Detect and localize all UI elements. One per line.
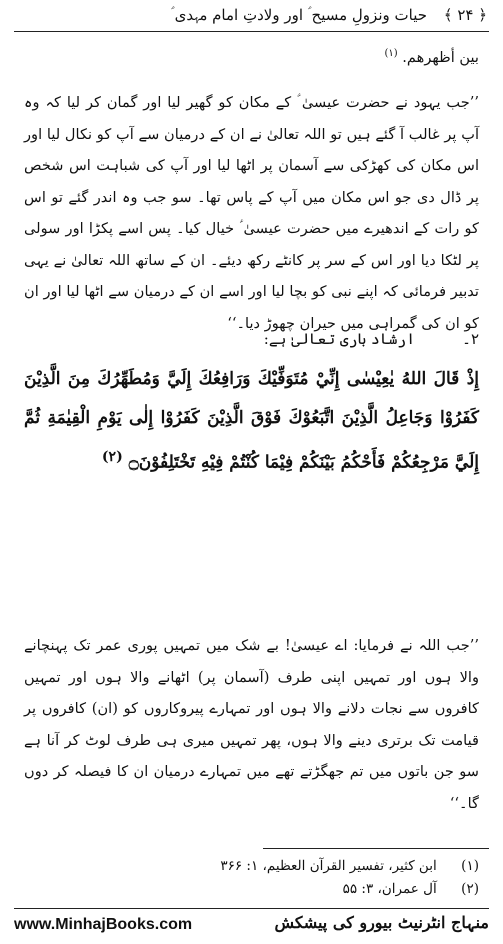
running-header: [14, 4, 489, 30]
footnote-rule: [263, 848, 489, 849]
footnote-1-number: (۱): [461, 858, 479, 874]
quote-paragraph-1: ’’جب یہود نے حضرت عیسیٰ ؑ کے مکان کو گھیر لیا اور گمان کر لیا کہ وہ آپ پر غالب آ گئے ہیں تو اللہ تعالیٰ نے ان کے درمیان سے آپ کو نکال لیا اور اس مکان کی کھڑکی سے آسمان پر اٹھا لیا اور آپ کی شباہت اس شخص پر ڈال دی جو اس مکان میں آپ کے پاس تھا۔ سو جب وہ اندر گئے تو اس کو رات کے اندھیرے میں حضرت عیسیٰ ؑ خیال کیا۔ پس اسے پکڑا اور سولی پر لٹکا دیا اور اس کے سر پر کانٹے رکھ دیئے۔ ان کے ساتھ اللہ تعالیٰ نے یہی تدبیر فرمائی کہ اپنے نبی کو بچا لیا اور اسے ان کے درمیان سے اٹھا لیا اور ان کو ان کی گمراہی میں حیران چھوڑ دیا۔‘‘: [24, 94, 479, 332]
list-item-number: ۲۔: [462, 330, 479, 348]
footnote-2-number: (۲): [461, 881, 479, 897]
page-number: ﴿ ۲۴ ﴾: [443, 6, 487, 24]
footnote-2-text: آل عمران، ۳: ۵۵: [342, 881, 437, 897]
translation-paragraph: ’’جب اللہ نے فرمایا: اے عیسیٰ! بے شک میں تمہیں پوری عمر تک پہنچانے والا ہوں اور تمہیں اپنی طرف (آسمان پر) اٹھانے والا ہوں اور تمہیں کافروں سے نجات دلانے والا ہوں اور تمہارے پیروکاروں کو (ان) کافروں پر قیامت تک برتری دینے والا ہوں، پھر تمہیں میری ہی طرف لوٹ کر آنا ہے سو جن باتوں میں تم جھگڑتے تھے میں تمہارے درمیان ان کا فیصلہ کر دوں گا۔‘‘: [24, 637, 479, 812]
footnote-2: [24, 879, 479, 899]
footnote-marker-2: (۲): [101, 449, 123, 465]
intro-line: [24, 38, 479, 73]
list-item-text: ارشاد باری تعالیٰ ہے:: [263, 330, 415, 348]
footnote-marker-1: (۱): [384, 48, 398, 59]
footnote-1-text: ابن کثیر، تفسیر القرآن العظیم، ۱: ۳۶۶: [220, 858, 437, 874]
quran-verse: [24, 360, 479, 483]
verse-text: إِذْ قَالَ اللهُ يٰعِيْسٰى إِنِّيْ مُتَوَفِّيْكَ وَرَافِعُكَ إِلَيَّ وَمُطَهِّرُكَ مِنَ الَّذِيْنَ كَفَرُوْا وَجَاعِلُ الَّذِيْنَ اتَّبَعُوْكَ فَوْقَ الَّذِيْنَ كَفَرُوْا إِلٰى يَوْمِ الْقِيٰمَةِ ثُمَّ إِلَيَّ مَرْجِعُكُمْ فَأَحْكُمُ بَيْنَكُمْ فِيْمَا كُنْتُمْ فِيْهِ تَخْتَلِفُوْنَ۝: [24, 369, 479, 473]
intro-arabic: بين أظهرهم.: [402, 48, 479, 66]
footnote-1: [24, 856, 479, 876]
footer-website-link[interactable]: www.MinhajBooks.com: [14, 916, 193, 933]
running-title: حیات ونزولِ مسیح ؑ اور ولادتِ امام مہدی ؑ: [170, 6, 427, 24]
footer-brand: منہاج انٹرنیٹ بیورو کی پیشکش: [274, 913, 489, 932]
footer-rule: [14, 908, 489, 909]
header-rule: [14, 31, 489, 32]
